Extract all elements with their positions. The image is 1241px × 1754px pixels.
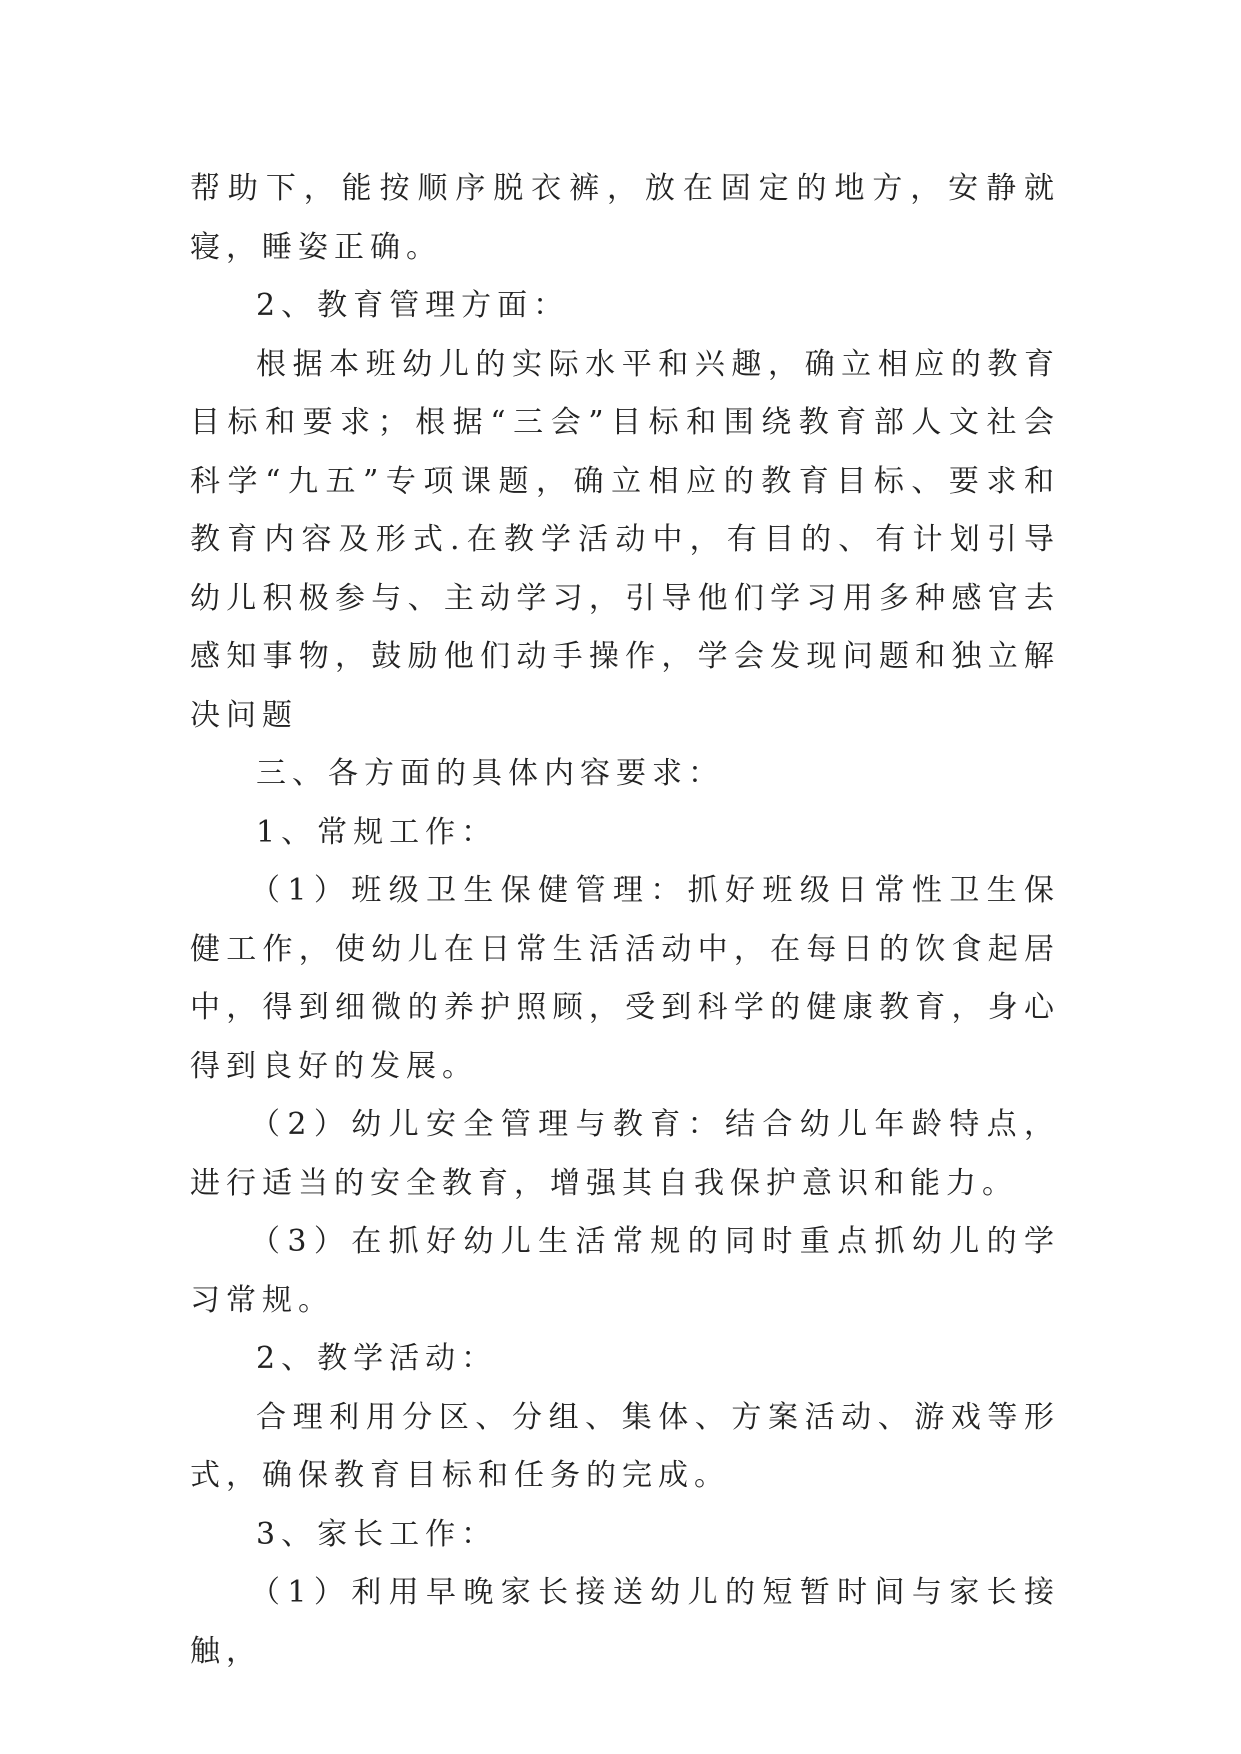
heading-education-management: 2、教育管理方面： [256,288,570,323]
paragraph-parent-contact: （1）利用早晚家长接送幼儿的短暂时间与家长接触， [190,1575,1060,1669]
heading-routine-work: 1、常规工作： [256,814,498,850]
paragraph-education-goals: 根据本班幼儿的实际水平和兴趣，确立相应的教育目标和要求；根据“三会”目标和围绕教育部人文社会科学“九五”专项课题，确立相应的教育目标、要求和教育内容及形式.在教学活动中，有目的、有计划引导幼儿积极参与、主动学习，引导他们学习用多种感官去感知事物，鼓励他们动手操作，学会发现问题和独立解决问题 [190,346,1060,733]
paragraph-sleep-routine: 帮助下，能按顺序脱衣裤，放在固定的地方，安静就寝，睡姿正确。 [190,171,1060,265]
paragraph-health-care: （1）班级卫生保健管理：抓好班级日常性卫生保健工作，使幼儿在日常生活活动中，在每日的饮食起居中，得到细微的养护照顾，受到科学的健康教育，身心得到良好的发展。 [190,873,1060,1084]
paragraph-teaching-forms: 合理利用分区、分组、集体、方案活动、游戏等形式，确保教育目标和任务的完成。 [190,1399,1060,1493]
heading-specific-requirements: 三、各方面的具体内容要求： [256,756,724,791]
document-body [190,160,1060,1681]
heading-teaching-activities: 2、教学活动： [256,1341,498,1376]
paragraph-learning-routine: （3）在抓好幼儿生活常规的同时重点抓幼儿的学习常规。 [190,1224,1060,1318]
paragraph-safety-education: （2）幼儿安全管理与教育：结合幼儿年龄特点，进行适当的安全教育，增强其自我保护意识和能力。 [190,1107,1060,1201]
heading-parent-work: 3、家长工作： [256,1516,498,1552]
